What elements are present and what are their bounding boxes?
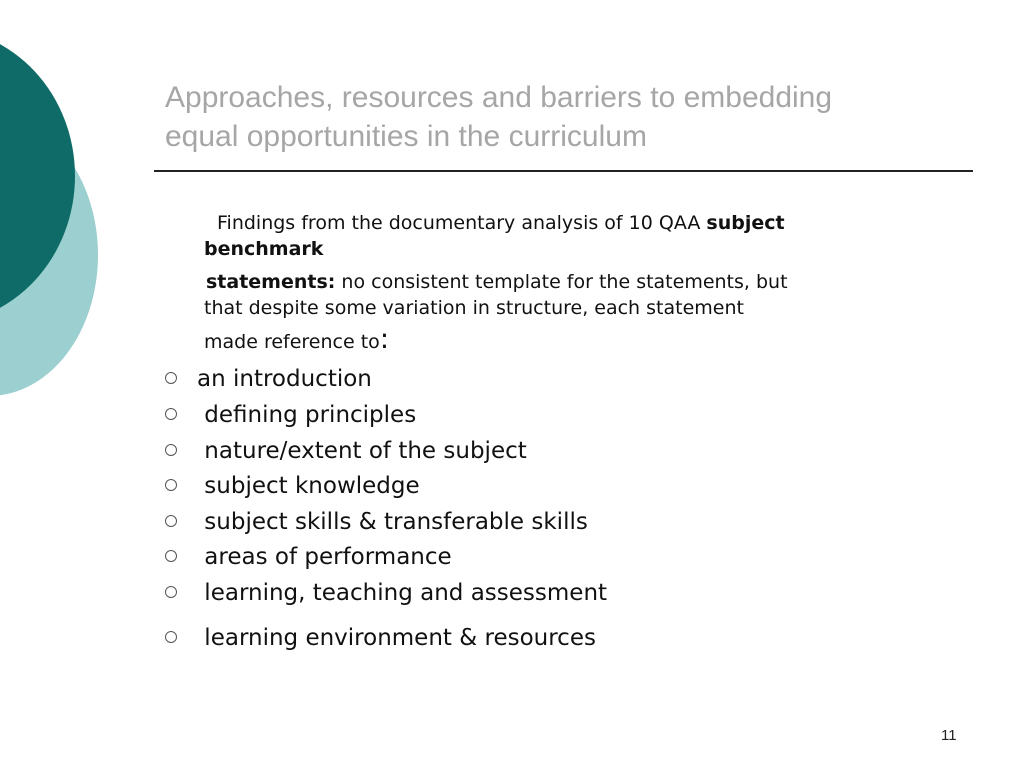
list-item-label: areas of performance xyxy=(197,544,452,570)
intro-line-4: that despite some variation in structure, each statement xyxy=(204,297,744,319)
intro-line-5 xyxy=(204,322,964,355)
list-item-label: nature/extent of the subject xyxy=(197,438,527,464)
intro-colon: : xyxy=(379,322,390,355)
bullet-circle-icon xyxy=(165,515,177,527)
list-item-label: an introduction xyxy=(197,366,372,392)
title-divider xyxy=(154,170,973,172)
intro-line-2 xyxy=(204,236,964,262)
intro-bold-subject: subject xyxy=(706,212,785,234)
bullet-circle-icon xyxy=(165,586,177,598)
intro-paragraph xyxy=(204,210,964,355)
bullet-circle-icon xyxy=(165,372,177,384)
list-item-label: learning, teaching and assessment xyxy=(197,580,608,606)
slide-title xyxy=(165,78,965,156)
intro-line-3 xyxy=(204,269,964,295)
intro-text-4: made reference to xyxy=(204,331,380,353)
bullet-circle-icon xyxy=(165,479,177,491)
list-item xyxy=(165,507,588,537)
title-line-1: Approaches, resources and barriers to embedding xyxy=(165,81,833,114)
list-item xyxy=(165,364,372,394)
list-item xyxy=(165,436,527,466)
intro-bold-benchmark: benchmark xyxy=(204,238,324,260)
page-number: 11 xyxy=(941,727,957,744)
title-line-2: equal opportunities in the curriculum xyxy=(165,120,647,153)
list-item xyxy=(165,578,607,608)
list-item-label: subject knowledge xyxy=(197,473,420,499)
list-item-label: subject skills & transferable skills xyxy=(197,509,588,535)
list-item-label: learning environment & resources xyxy=(197,625,596,651)
intro-line-1 xyxy=(204,210,964,236)
bullet-circle-icon xyxy=(165,408,177,420)
intro-bold-statements: statements: xyxy=(206,271,336,293)
list-item-label: defining principles xyxy=(197,402,417,428)
bullet-circle-icon xyxy=(165,631,177,643)
list-item xyxy=(165,400,416,430)
bullet-circle-icon xyxy=(165,550,177,562)
bullet-circle-icon xyxy=(165,444,177,456)
intro-text-1: Findings from the documentary analysis of 10 QAA xyxy=(217,212,707,234)
list-item xyxy=(165,623,596,653)
list-item xyxy=(165,471,420,501)
intro-text-2: no consistent template for the statements, but xyxy=(335,271,788,293)
list-item xyxy=(165,542,452,572)
